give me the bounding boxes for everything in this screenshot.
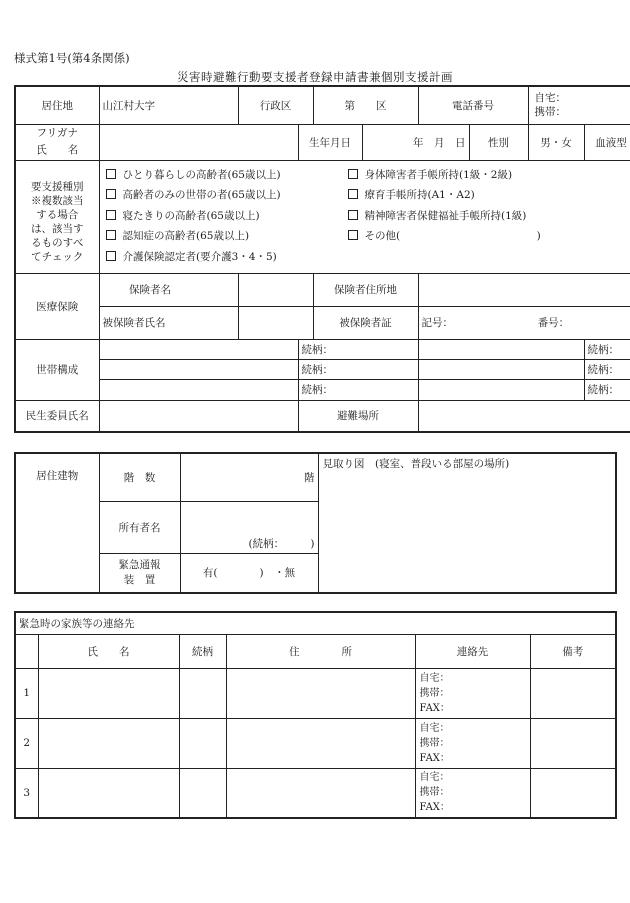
contact-name-field[interactable]	[38, 768, 179, 818]
checkbox-label: ひとり暮らしの高齢者(65歳以上)	[122, 168, 281, 181]
checkbox-icon[interactable]	[106, 189, 116, 199]
sex-label: 性別	[469, 124, 528, 160]
household-label: 世帯構成	[15, 339, 99, 400]
contact-fax-label: FAX：	[419, 752, 450, 764]
household-member-field[interactable]	[418, 359, 584, 379]
dob-label: 生年月日	[298, 124, 362, 160]
document-title: 災害時避難行動要支援者登録申請書兼個別支援計画	[177, 70, 453, 84]
checkbox-physical-disability[interactable]	[348, 165, 630, 186]
checkbox-icon[interactable]	[106, 230, 116, 240]
cert-symbol-label: 記号：	[421, 317, 453, 329]
household-relation-field[interactable]: 続柄：	[584, 379, 630, 400]
checkbox-mental-health[interactable]	[348, 206, 630, 227]
insured-name-label: 被保険者氏名	[99, 306, 238, 339]
contact-numbers-field[interactable]	[415, 768, 530, 818]
district-field[interactable]: 第 区	[313, 86, 418, 124]
district-label: 行政区	[238, 86, 313, 124]
name-label-cell	[15, 124, 99, 160]
contact-numbers-field[interactable]	[415, 718, 530, 768]
checkbox-rehabilitation[interactable]	[348, 185, 630, 206]
table-row	[15, 668, 616, 718]
sex-field[interactable]: 男・女	[528, 124, 584, 160]
checkbox-icon[interactable]	[348, 210, 358, 220]
checkbox-icon[interactable]	[348, 230, 358, 240]
household-member-field[interactable]	[418, 339, 584, 359]
phone-mobile-label: 携帯：	[534, 106, 566, 119]
contact-relation-field[interactable]	[179, 718, 226, 768]
contact-fax-label: FAX：	[419, 702, 450, 714]
checkbox-label: 寝たきりの高齢者(65歳以上)	[122, 209, 260, 222]
building-label: 居住建物	[15, 453, 99, 593]
insurance-label: 医療保険	[15, 273, 99, 339]
insurer-address-field[interactable]	[418, 273, 630, 306]
insured-cert-label: 被保険者証	[313, 306, 418, 339]
floor-plan-label: 見取り図 (寝室、普段いる部屋の場所)	[322, 458, 510, 470]
contact-notes-field[interactable]	[530, 718, 616, 768]
support-label-line: 要支援種別	[31, 180, 84, 193]
checkbox-other[interactable]	[348, 226, 630, 247]
header-relation: 続柄	[179, 634, 226, 668]
contact-relation-field[interactable]	[179, 668, 226, 718]
contact-notes-field[interactable]	[530, 768, 616, 818]
header-blank	[15, 634, 38, 668]
insured-name-field[interactable]	[238, 306, 313, 339]
row-number: 3	[15, 768, 38, 818]
checkbox-bedridden[interactable]	[106, 206, 348, 227]
household-member-field[interactable]	[418, 379, 584, 400]
welfare-commissioner-field[interactable]	[99, 400, 298, 432]
alarm-label-line: 装 置	[123, 573, 156, 586]
contact-name-field[interactable]	[38, 718, 179, 768]
contact-relation-field[interactable]	[179, 768, 226, 818]
contact-notes-field[interactable]	[530, 668, 616, 718]
checkbox-elderly-household[interactable]	[106, 185, 348, 206]
checkbox-label: その他( )	[364, 230, 541, 242]
checkbox-label: 療育手帳所持(A1・A2)	[364, 189, 475, 201]
shelter-field[interactable]	[418, 400, 630, 432]
checkbox-icon[interactable]	[348, 169, 358, 179]
checkbox-dementia[interactable]	[106, 226, 348, 247]
contact-home-label: 自宅：	[419, 722, 450, 734]
contact-mobile-label: 携帯：	[419, 737, 450, 749]
cert-number-label: 番号：	[537, 317, 570, 329]
shelter-label: 避難場所	[298, 400, 418, 432]
owner-field[interactable]: (続柄： )	[180, 501, 318, 553]
emergency-contacts-table	[14, 611, 617, 819]
household-relation-field[interactable]: 続柄：	[298, 379, 418, 400]
row-number: 1	[15, 668, 38, 718]
header-contact: 連絡先	[415, 634, 530, 668]
phone-field[interactable]	[528, 86, 630, 124]
contact-address-field[interactable]	[226, 668, 415, 718]
insured-cert-field[interactable]	[418, 306, 630, 339]
floors-label: 階 数	[99, 453, 180, 501]
household-member-field[interactable]	[99, 339, 298, 359]
support-label-line: るものすべ	[31, 236, 84, 249]
phone-home-label: 自宅：	[534, 92, 566, 105]
contact-fax-label: FAX：	[419, 802, 450, 814]
household-relation-field[interactable]: 続柄：	[298, 339, 418, 359]
household-member-field[interactable]	[99, 359, 298, 379]
checkbox-label: 精神障害者保健福祉手帳所持(1級)	[364, 209, 527, 222]
household-relation-field[interactable]: 続柄：	[584, 359, 630, 379]
checkbox-label: 高齢者のみの世帯の者(65歳以上)	[122, 189, 281, 201]
insurer-name-label: 保険者名	[99, 273, 238, 306]
checkbox-label: 認知症の高齢者(65歳以上)	[122, 230, 250, 242]
header-name: 氏 名	[38, 634, 179, 668]
table-row	[15, 768, 616, 818]
phone-label: 電話番号	[418, 86, 528, 124]
row-number: 2	[15, 718, 38, 768]
dob-field[interactable]: 年 月 日	[362, 124, 469, 160]
contact-mobile-label: 携帯：	[419, 787, 450, 799]
household-relation-field[interactable]: 続柄：	[298, 359, 418, 379]
support-type-options	[99, 160, 630, 273]
checkbox-living-alone[interactable]	[106, 165, 348, 186]
welfare-commissioner-label: 民生委員氏名	[15, 400, 99, 432]
alarm-label-line: 緊急通報	[118, 558, 161, 571]
form-number: 様式第1号(第4条関係)	[14, 51, 130, 65]
checkbox-care-insurance[interactable]	[106, 247, 348, 268]
contact-address-field[interactable]	[226, 768, 415, 818]
emergency-section-title: 緊急時の家族等の連絡先	[15, 612, 616, 634]
household-member-field[interactable]	[99, 379, 298, 400]
insurer-address-label: 保険者住所地	[313, 273, 418, 306]
support-label-line: ※複数該当	[31, 194, 84, 207]
registration-table	[14, 85, 630, 433]
household-relation-field[interactable]: 続柄：	[584, 339, 630, 359]
contact-home-label: 自宅：	[419, 672, 450, 684]
contact-numbers-field[interactable]	[415, 668, 530, 718]
contact-name-field[interactable]	[38, 668, 179, 718]
checkbox-icon[interactable]	[106, 169, 116, 179]
address-label: 居住地	[15, 86, 99, 124]
contact-mobile-label: 携帯：	[419, 687, 450, 699]
contact-home-label: 自宅：	[419, 772, 450, 784]
contact-address-field[interactable]	[226, 718, 415, 768]
name-label: 氏 名	[36, 144, 79, 156]
support-label-line: は、該当す	[31, 222, 84, 235]
checkbox-icon[interactable]	[106, 210, 116, 220]
checkbox-label: 身体障害者手帳所持(1級・2級)	[364, 168, 513, 181]
alarm-label	[99, 553, 180, 593]
furigana-label: フリガナ	[36, 127, 78, 139]
support-type-label	[15, 160, 99, 273]
floors-field[interactable]: 階	[180, 453, 318, 501]
header-address: 住 所	[226, 634, 415, 668]
address-field[interactable]: 山江村大字	[99, 86, 238, 124]
header-notes: 備考	[530, 634, 616, 668]
checkbox-icon[interactable]	[106, 251, 116, 261]
name-field[interactable]	[99, 124, 298, 160]
checkbox-label: 介護保険認定者(要介護3・4・5)	[122, 250, 277, 263]
support-label-line: する場合	[36, 208, 79, 221]
blood-label: 血液型	[584, 124, 630, 160]
checkbox-icon[interactable]	[348, 189, 358, 199]
owner-label: 所有者名	[99, 501, 180, 553]
insurer-name-field[interactable]	[238, 273, 313, 306]
floor-plan-area[interactable]	[318, 453, 616, 593]
support-label-line: てチェック	[31, 250, 84, 263]
table-row	[15, 718, 616, 768]
building-table	[14, 452, 617, 594]
alarm-field[interactable]: 有( ) ・無	[180, 553, 318, 593]
